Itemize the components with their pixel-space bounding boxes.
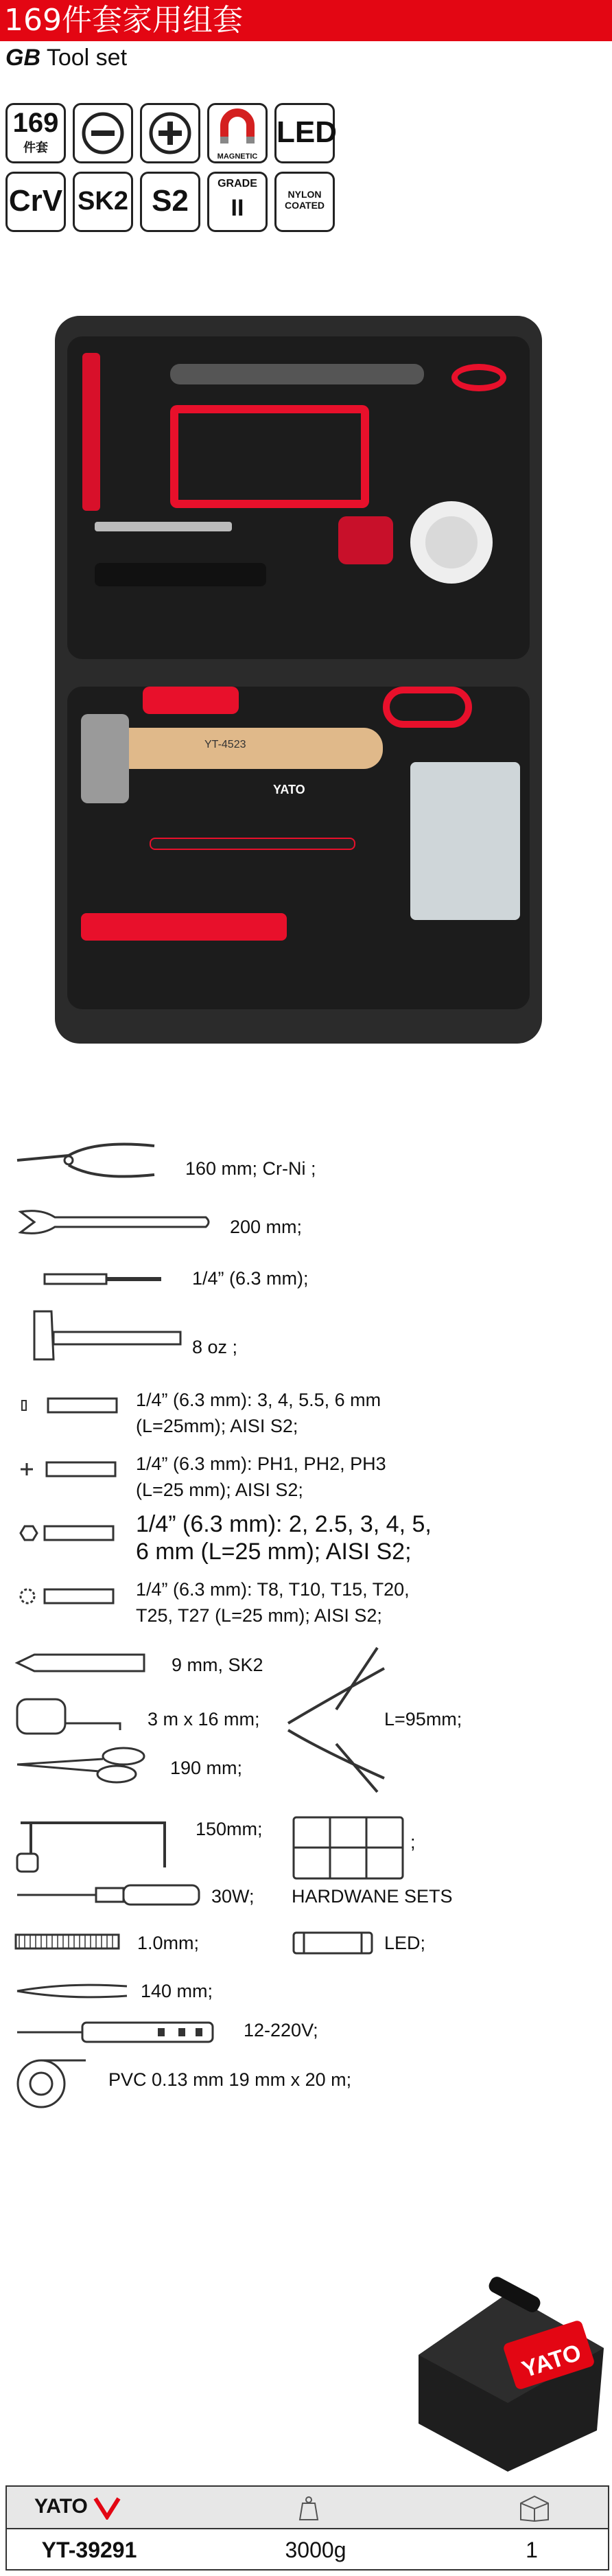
hammer-icon (14, 1304, 185, 1373)
badge-count (5, 103, 66, 163)
item-hammer (14, 1304, 185, 1377)
item-pvc (14, 2049, 89, 2115)
badge-crv (5, 172, 66, 232)
hardware-box-icon (292, 1815, 405, 1881)
item-bits-torx (17, 1586, 120, 1610)
item-tweezers (14, 1981, 130, 2005)
badge-plus (140, 103, 200, 163)
item-blade (14, 1933, 123, 1954)
spec-table (5, 2485, 609, 2571)
knife-spec: 9 mm, SK2 (172, 1655, 263, 1675)
scissors-spec: 190 mm; (170, 1758, 243, 1778)
badge-grade (207, 172, 268, 232)
closed-case-image (405, 2266, 611, 2472)
badge-led-label: LED (276, 115, 337, 149)
yato-logo-icon (93, 2496, 121, 2520)
item-led (292, 1931, 374, 1959)
pvc-spec: PVC 0.13 mm 19 mm x 20 m; (108, 2069, 352, 2090)
pliers-icon (14, 1136, 158, 1184)
hacksaw-spec: 150mm; (196, 1819, 263, 1839)
item-hardware (292, 1815, 405, 1884)
item-bits-flat (21, 1395, 123, 1419)
adjustable-wrench (170, 364, 424, 384)
bits-torx-line2: T25, T27 (L=25 mm); AISI S2; (136, 1605, 382, 1626)
item-wrench (14, 1205, 213, 1243)
voltage-tester-icon (14, 2019, 220, 2046)
subtitle (5, 44, 127, 71)
blade-spec: 1.0mm; (137, 1933, 200, 1953)
multitool-spec: L=95mm; (384, 1709, 462, 1729)
subtitle-code: GB (5, 45, 40, 71)
hammer-head (81, 714, 129, 803)
case-brand: YATO (273, 783, 305, 796)
case-base (67, 687, 530, 1009)
product-weight: 3000g (285, 2538, 346, 2562)
tape-measure (338, 516, 393, 564)
badge-sk2 (73, 172, 133, 232)
item-driver-handle (41, 1269, 165, 1293)
item-bits-hex (17, 1523, 120, 1547)
badge-count-sub: 件套 (23, 141, 48, 154)
scissors-icon (14, 1744, 151, 1785)
hammer-spec: 8 oz ; (192, 1337, 238, 1357)
multitool (143, 687, 239, 714)
pliers-spec: 160 mm; Cr-Ni ; (185, 1158, 316, 1179)
bits-hex-line1: 1/4” (6.3 mm): 2, 2.5, 3, 4, 5, (136, 1511, 432, 1537)
weight-icon (298, 2495, 319, 2521)
badge-count-value: 169 (12, 108, 59, 138)
closed-case-icon (405, 2266, 611, 2472)
phillips-screw-icon (142, 105, 198, 161)
soldering-spec: 30W; (211, 1886, 255, 1907)
led-spec: LED; (384, 1933, 426, 1953)
box-icon (518, 2494, 551, 2522)
screwdriver-handle-icon (41, 1269, 165, 1289)
bits-hex-line2: 6 mm (L=25 mm); AISI S2; (136, 1539, 412, 1565)
spec-table-header (7, 2487, 608, 2529)
item-pliers (14, 1136, 158, 1188)
multitool-icon (281, 1641, 391, 1799)
badge-minus (73, 103, 133, 163)
led-flashlight (95, 563, 266, 586)
bits-ph-line1: 1/4” (6.3 mm): PH1, PH2, PH3 (136, 1453, 386, 1474)
bits-torx-line1: 1/4” (6.3 mm): T8, T10, T15, T20, (136, 1579, 410, 1600)
closed-case-brand: YATO (519, 2339, 585, 2383)
hardware-box (410, 762, 520, 920)
hardware-spec: HARDWANE SETS (292, 1886, 453, 1907)
item-hacksaw (14, 1813, 172, 1878)
bits-ph-line2: (L=25 mm); AISI S2; (136, 1480, 303, 1500)
badge-magnetic-label: MAGNETIC (217, 152, 258, 161)
soldering-iron (150, 838, 355, 850)
bit-holder-set (81, 913, 287, 941)
badge-nylon-line1: NYLON (287, 189, 322, 200)
tweezers-icon (14, 1981, 130, 2001)
case-lid (67, 336, 530, 659)
hammer-code: YT-4523 (204, 739, 246, 750)
badge-nylon (274, 172, 335, 232)
bits-flat-line2: (L=25mm); AISI S2; (136, 1416, 298, 1436)
badge-s2-label: S2 (152, 184, 189, 218)
tape-measure-icon (14, 1696, 123, 1737)
hacksaw-icon (14, 1813, 172, 1874)
driver-handle-spec: 1/4” (6.3 mm); (192, 1268, 309, 1289)
tape-spec: 3 m x 16 mm; (148, 1709, 260, 1729)
combination-pliers (383, 687, 472, 728)
file (95, 522, 232, 531)
phillips-bit-icon (19, 1459, 122, 1480)
flat-screw-icon (75, 105, 131, 161)
soldering-iron-icon (14, 1881, 206, 1909)
item-bits-ph (19, 1459, 122, 1483)
scissors (451, 364, 506, 391)
flat-bit-icon (21, 1395, 123, 1416)
wrench-icon (14, 1205, 213, 1239)
utility-knife-icon (14, 1649, 151, 1677)
product-qty: 1 (526, 2538, 538, 2562)
badge-sk2-label: SK2 (78, 187, 128, 216)
product-code: YT-39291 (41, 2538, 137, 2562)
badge-nylon-line2: COATED (284, 200, 325, 211)
badge-s2 (140, 172, 200, 232)
saw-blade-icon (14, 1933, 123, 1951)
tester-spec: 12-220V; (244, 2020, 318, 2040)
page-title: 169件套家用组套 (4, 3, 243, 38)
hex-bit-icon (17, 1523, 120, 1543)
bits-flat-line1: 1/4” (6.3 mm): 3, 4, 5.5, 6 mm (136, 1390, 381, 1410)
badge-magnetic (207, 103, 268, 163)
wrench-spec: 200 mm; (230, 1217, 303, 1237)
pvc-tape-icon (14, 2049, 89, 2111)
badge-grade-value: II (231, 195, 244, 221)
item-soldering (14, 1881, 206, 1912)
brand-logo: YATO (34, 2495, 88, 2518)
item-tape (14, 1696, 123, 1740)
magnet-icon (209, 105, 266, 148)
hardware-semicolon: ; (410, 1832, 416, 1852)
utility-knife (82, 353, 100, 511)
item-tester (14, 2019, 220, 2049)
item-knife (14, 1649, 151, 1680)
led-torch-icon (292, 1931, 374, 1955)
tool-case (55, 316, 542, 1044)
torx-bit-icon (17, 1586, 120, 1607)
badge-crv-label: CrV (8, 184, 63, 218)
hacksaw (170, 405, 369, 508)
subtitle-text: Tool set (46, 45, 128, 71)
title-bar (0, 0, 612, 41)
badge-led (274, 103, 335, 163)
tweezers-spec: 140 mm; (141, 1981, 213, 2001)
badge-grade-label: GRADE (217, 178, 257, 189)
item-scissors (14, 1744, 151, 1789)
item-multitool (281, 1641, 391, 1802)
pvc-tape-roll (410, 501, 493, 584)
